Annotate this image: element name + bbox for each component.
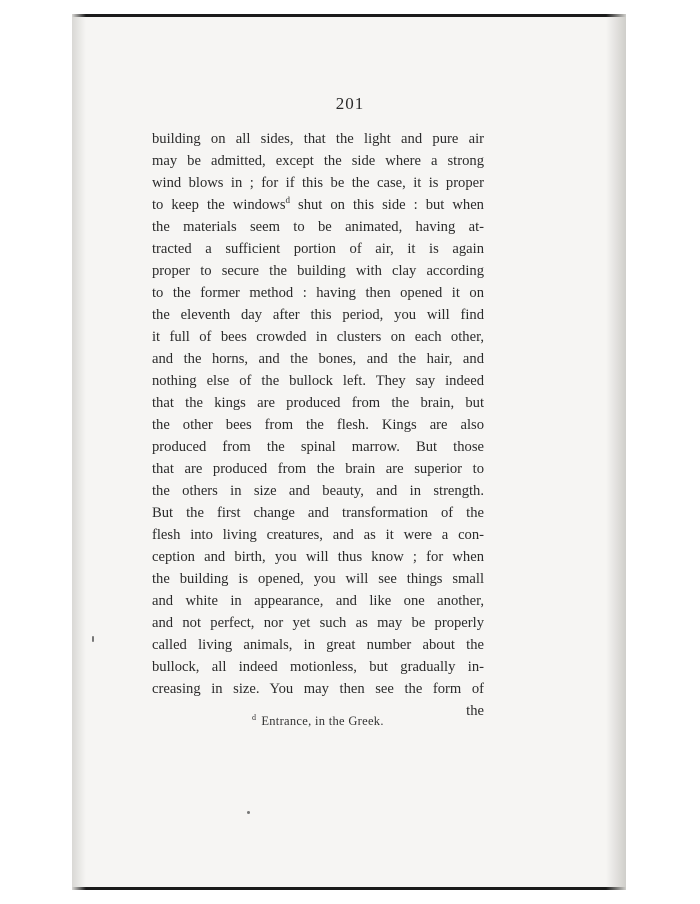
page-gutter-shadow <box>72 14 86 890</box>
footnote <box>252 714 552 729</box>
text-line: But the first change and transformation of the <box>152 505 484 521</box>
text-line: flesh into living creatures, and as it were a con- <box>152 527 484 543</box>
text-line: and not perfect, nor yet such as may be properly <box>152 615 484 631</box>
paper-speck <box>92 636 94 642</box>
text-line: may be admitted, except the side where a strong <box>152 153 484 169</box>
text-line: called living animals, in great number about the <box>152 637 484 653</box>
text-line: and white in appearance, and like one another, <box>152 593 484 609</box>
footnote-text: Entrance, in the Greek. <box>261 714 384 728</box>
text-line: and the horns, and the bones, and the hair, and <box>152 351 484 367</box>
text-line: proper to secure the building with clay according <box>152 263 484 279</box>
page-edge-shadow <box>606 14 626 890</box>
text-line-with-footnote-ref <box>152 194 484 216</box>
text-line: bullock, all indeed motionless, but gradually in- <box>152 659 484 675</box>
page-number: 201 <box>335 94 365 113</box>
text-line: the other bees from the flesh. Kings are also <box>152 417 484 433</box>
text-line: it full of bees crowded in clusters on each other, <box>152 329 484 345</box>
text-line: creasing in size. You may then see the form of <box>152 681 484 697</box>
text-line: the others in size and beauty, and in strength. <box>152 483 484 499</box>
text-line: that are produced from the brain are superior to <box>152 461 484 477</box>
text-line-segment: shut on this side : but when <box>290 197 484 213</box>
text-line: nothing else of the bullock left. They say indeed <box>152 373 484 389</box>
text-line: wind blows in ; for if this be the case, it is proper <box>152 175 484 191</box>
paper-speck <box>247 811 250 814</box>
text-line: tracted a sufficient portion of air, it is again <box>152 241 484 257</box>
text-line: that the kings are produced from the brain, but <box>152 395 484 411</box>
text-line: the eleventh day after this period, you will find <box>152 307 484 323</box>
catchword: the <box>466 703 484 719</box>
text-line: the materials seem to be animated, having at- <box>152 219 484 235</box>
body-text <box>152 128 484 722</box>
footnote-marker: d <box>252 712 257 722</box>
text-line: produced from the spinal marrow. But those <box>152 439 484 455</box>
text-line: building on all sides, that the light and pure air <box>152 131 484 147</box>
text-line-segment: to keep the windows <box>152 197 286 213</box>
text-line: to the former method : having then opened it on <box>152 285 484 301</box>
text-line: ception and birth, you will thus know ; for when <box>152 549 484 565</box>
footnote-reference: d <box>285 195 290 206</box>
text-line: the building is opened, you will see things small <box>152 571 484 587</box>
